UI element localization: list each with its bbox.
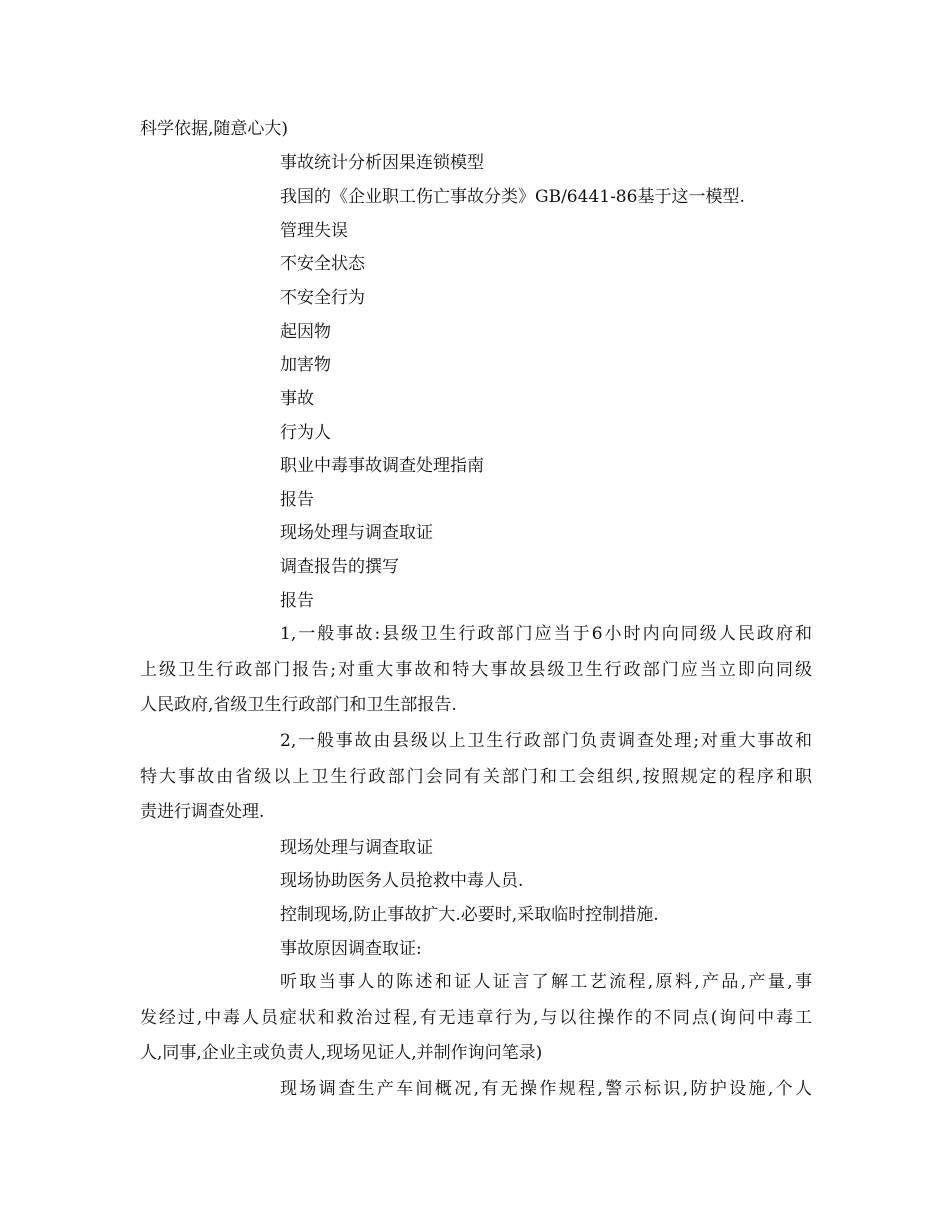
text-line: 事故统计分析因果连锁模型 (280, 153, 484, 173)
text-line: 起因物 (280, 322, 331, 342)
text-line: 听取当事人的陈述和证人证言了解工艺流程,原料,产品,产量,事 (280, 972, 812, 992)
text-line: 管理失误 (280, 221, 348, 241)
text-line: 特大事故由省级以上卫生行政部门会同有关部门和工会组织,按照规定的程序和职 (140, 767, 812, 787)
text-line: 现场协助医务人员抢救中毒人员. (280, 871, 524, 891)
text-line: 人民政府,省级卫生行政部门和卫生部报告. (140, 695, 457, 715)
text-line: 事故 (280, 389, 314, 409)
text-line: 控制现场,防止事故扩大.必要时,采取临时控制措施. (280, 905, 659, 925)
text-line: 调查报告的撰写 (280, 557, 399, 577)
text-line: 加害物 (280, 355, 331, 375)
text-line: 上级卫生行政部门报告;对重大事故和特大事故县级卫生行政部门应当立即向同级 (140, 660, 812, 680)
text-line: 事故原因调查取证: (280, 939, 422, 959)
text-line: 人,同事,企业主或负责人,现场见证人,并制作询问笔录) (140, 1043, 543, 1063)
text-line: 报告 (280, 591, 314, 611)
text-line: 现场处理与调查取证 (280, 523, 433, 543)
text-line: 科学依据,随意心大) (140, 119, 289, 139)
text-line: 2,一般事故由县级以上卫生行政部门负责调查处理;对重大事故和 (280, 731, 812, 751)
text-line: 发经过,中毒人员症状和救治过程,有无违章行为,与以往操作的不同点(询问中毒工 (140, 1008, 812, 1028)
text-line: 我国的《企业职工伤亡事故分类》GB/6441-86基于这一模型. (280, 187, 745, 207)
text-line: 行为人 (280, 423, 331, 443)
text-line: 职业中毒事故调查处理指南 (280, 456, 484, 476)
text-line: 现场处理与调查取证 (280, 838, 433, 858)
text-line: 不安全状态 (280, 254, 365, 274)
text-line: 责进行调查处理. (140, 802, 265, 822)
text-line: 不安全行为 (280, 288, 365, 308)
text-line: 1,一般事故:县级卫生行政部门应当于6小时内向同级人民政府和 (280, 624, 812, 644)
text-line: 现场调查生产车间概况,有无操作规程,警示标识,防护设施,个人 (280, 1079, 812, 1099)
text-line: 报告 (280, 490, 314, 510)
